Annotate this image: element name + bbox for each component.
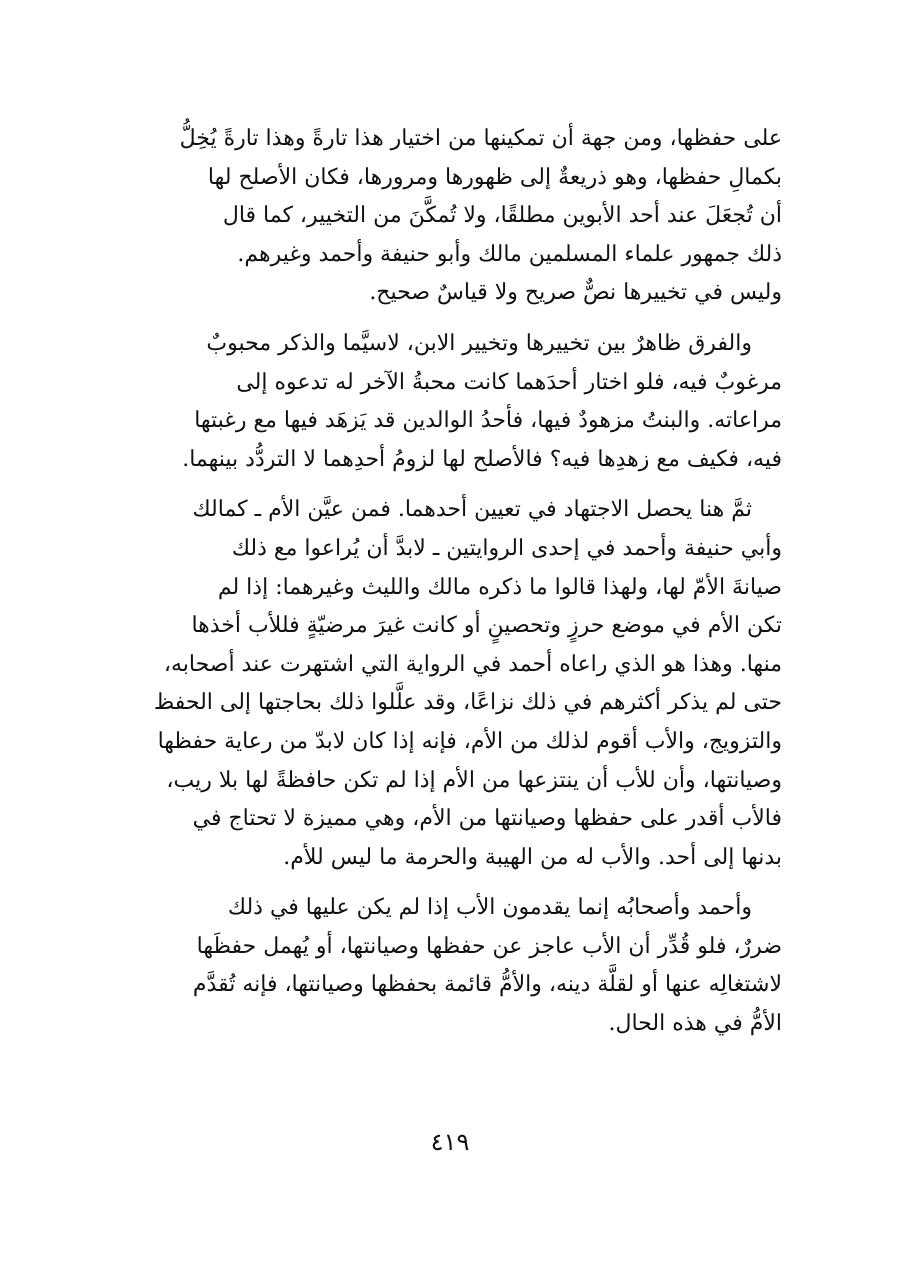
- paragraph-1: على حفظها، ومن جهة أن تمكينها من اختيار هذا تارةً وهذا تارةً يُخِلُّ بكمالِ حفظها، وهو ذريعةٌ إلى ظهورها ومرورها، فكان الأصلح لها أن تُجعَلَ عند أحد الأبوين مطلقًا، ولا تُمكَّنَ من التخيير، كما قال ذلك جمهور علماء المسلمين مالك وأبو حنيفة وأحمد وغيرهم. وليس في تخييرها نصٌّ صريح ولا قياسٌ صحيح.: [179, 126, 782, 306]
- page-number: ٤١٩: [430, 1128, 470, 1156]
- body-text: [118, 120, 782, 1056]
- paragraph-4: وأحمد وأصحابُه إنما يقدمون الأب إذا لم يكن عليها في ذلك ضررٌ، فلو قُدِّر أن الأب عاجز عن حفظها وصيانتها، أو يُهمل حفظَها لاشتغالِه عنها أو لقلَّة دينه، والأمُّ قائمة بحفظها وصيانتها، فإنه تُقدَّم الأمُّ في هذه الحال.: [192, 895, 782, 1037]
- paragraph-3: ثمَّ هنا يحصل الاجتهاد في تعيين أحدهما. فمن عيَّن الأم ـ كمالك وأبي حنيفة وأحمد في إحدى الروايتين ـ لابدَّ أن يُراعوا مع ذلك صيانةَ الأمّ لها، ولهذا قالوا ما ذكره مالك والليث وغيرهما: إذا لم تكن الأم في موضع حرزٍ وتحصينٍ أو كانت غيرَ مرضيّةٍ فللأب أخذها منها. وهذا هو الذي راعاه أحمد في الرواية التي اشتهرت عند أصحابه، حتى لم يذكر أكثرهم في ذلك نزاعًا، وقد علَّلوا ذلك بحاجتها إلى الحفظ والتزويج، والأب أقوم لذلك من الأم، فإنه إذا كان لابدّ من رعاية حفظها وصيانتها، وأن للأب أن ينتزعها من الأم إذا لم تكن حافظةً لها بلا ريب، فالأب أقدر على حفظها وصيانتها من الأم، وهي مميزة لا تحتاج في بدنها إلى أحد. والأب له من الهيبة والحرمة ما ليس للأم.: [153, 497, 782, 870]
- paragraph-2: والفرق ظاهرٌ بين تخييرها وتخيير الابن، لاسيَّما والذكر محبوبٌ مرغوبٌ فيه، فلو اختار أحدَهما كانت محبةُ الآخر له تدعوه إلى مراعاته. والبنتُ مزهودٌ فيها، فأحدُ الوالدين قد يَزهَد فيها مع رغبتها فيه، فكيف مع زهدِها فيه؟ فالأصلح لها لزومُ أحدِهما لا التردُّد بينهما.: [182, 330, 782, 472]
